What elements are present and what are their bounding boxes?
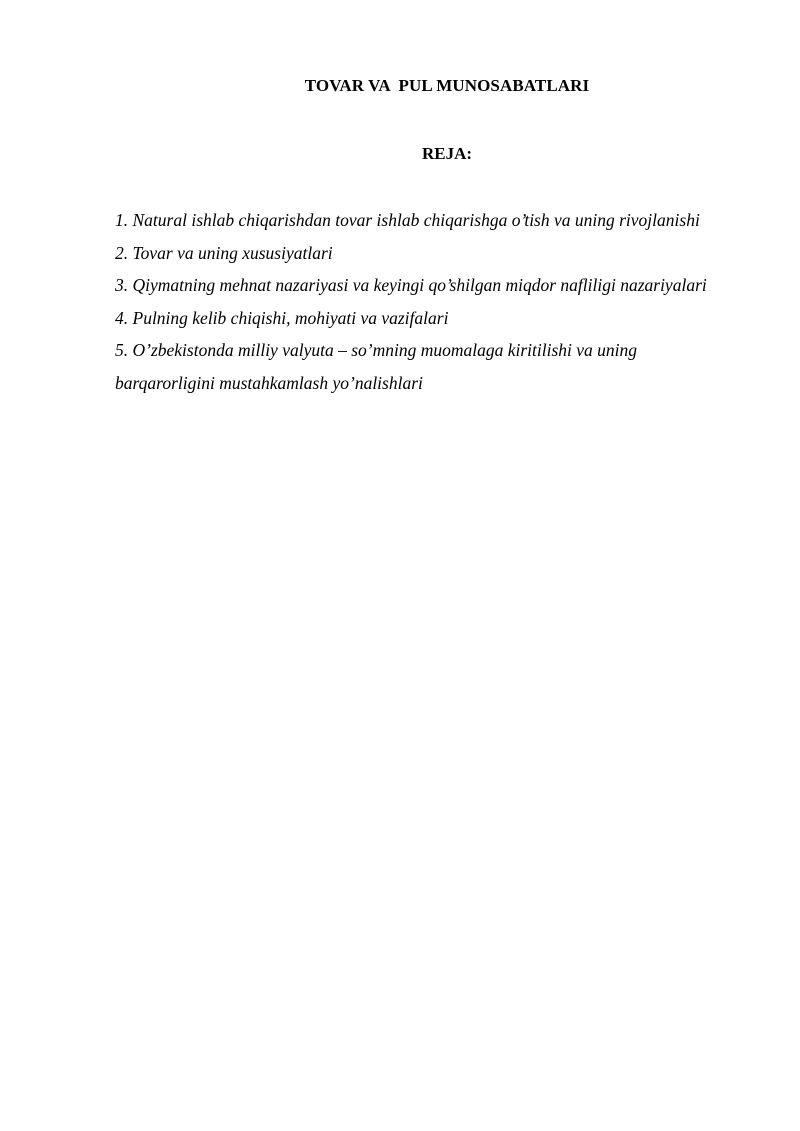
plan-item-2: 2. Tovar va uning xususiyatlari (115, 242, 333, 263)
plan-item-1: 1. Natural ishlab chiqarishdan tovar ishlab chiqarishga o’tish va uning rivojlanishi (115, 210, 700, 230)
document-title: TOVAR VA PUL MUNOSABATLARI (304, 76, 590, 95)
plan-list (115, 204, 715, 399)
plan-item-5: 5. O’zbekistonda milliy valyuta – so’mning muomalaga kiritilishi va uning barqarorligini mustahkamlash yo’nalishlari (115, 340, 638, 393)
plan-heading: REJA: (421, 144, 473, 163)
plan-item-3: 3. Qiymatning mehnat nazariyasi va keyingi qo’shilgan miqdor nafliligi nazariyalari (115, 275, 707, 295)
plan-item-4: 4. Pulning kelib chiqishi, mohiyati va vazifalari (115, 307, 449, 328)
